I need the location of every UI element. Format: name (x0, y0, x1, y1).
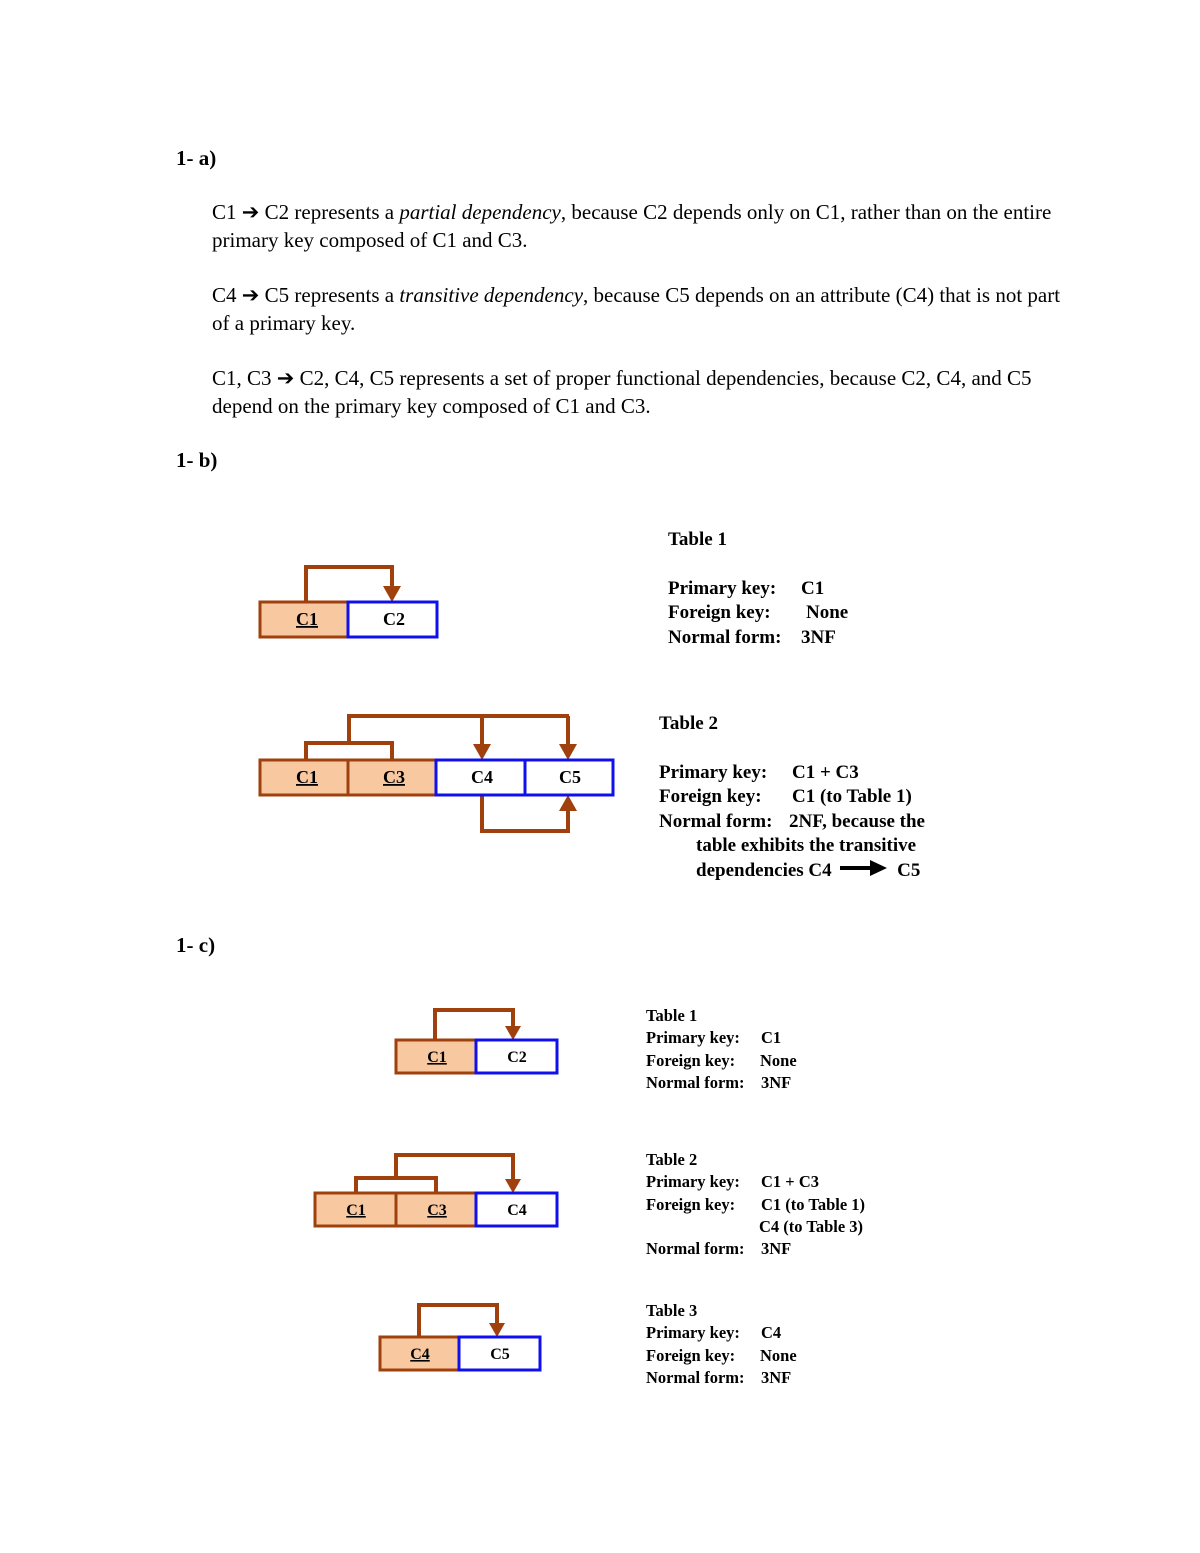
nf-value: 3NF (801, 626, 836, 648)
transitive-arrow (482, 796, 568, 831)
arrowhead-icon (505, 1179, 521, 1193)
nf-line-3-a: dependencies C4 (696, 859, 832, 881)
table-title: Table 2 (659, 713, 718, 734)
arrowhead-icon (473, 744, 491, 760)
q1c-heading: 1- c) (176, 933, 216, 957)
fk-value: C1 (to Table 1) (792, 786, 912, 807)
dep-rhs: C2, C4, C5 represents a set of proper functional dependencies, because C2, C4, and C5 depend on the primary key composed of C1 and C3. (212, 366, 1032, 418)
q1c-table3-info (646, 1300, 797, 1389)
nf-label: Normal form: (646, 1239, 745, 1259)
table-title: Table 1 (668, 529, 727, 550)
arrowhead-icon (559, 744, 577, 760)
fk-label: Foreign key: (646, 1194, 736, 1214)
box-label: C3 (427, 1202, 447, 1219)
pk-label: Primary key: (646, 1172, 740, 1192)
box-label: C4 (507, 1202, 527, 1219)
q1b-table2-info (659, 712, 925, 884)
nf-line-3-b: C5 (897, 859, 921, 881)
q1b-table2-diagram (260, 716, 613, 831)
q1a-heading: 1- a) (176, 146, 217, 170)
fk-label: Foreign key: (668, 602, 771, 623)
nf-value: 3NF (761, 1072, 792, 1092)
q1c-table3-diagram (380, 1305, 540, 1370)
nf-value: 3NF (761, 1239, 792, 1259)
dep-lhs: C4 (212, 283, 237, 307)
dependency-arrow (306, 567, 392, 602)
table-title: Table 2 (646, 1150, 698, 1169)
dependency-arrow (419, 1305, 497, 1337)
dep-term: partial dependency (399, 200, 561, 224)
fk-value: None (760, 1050, 797, 1070)
fk-value: None (806, 602, 849, 623)
box-label: C5 (490, 1346, 510, 1363)
fk-label: Foreign key: (646, 1050, 736, 1070)
table-title: Table 3 (646, 1301, 698, 1320)
box-label: C2 (507, 1049, 527, 1066)
arrow-right-icon: ➔ (241, 283, 260, 307)
dep-rhs: C2 represents a (264, 200, 395, 224)
q1b-table1-info (668, 528, 848, 650)
dep-rhs: C5 represents a (264, 283, 395, 307)
box-label: C3 (383, 767, 405, 787)
pk-label: Primary key: (668, 577, 777, 599)
box-label: C5 (559, 767, 581, 787)
fk-value: C1 (to Table 1) (761, 1194, 866, 1214)
pk-label: Primary key: (646, 1323, 740, 1343)
bold-arrow-right-icon (840, 859, 888, 885)
dep-lhs: C1 (212, 200, 237, 224)
arrowhead-icon (383, 586, 401, 602)
fk-label: Foreign key: (646, 1345, 736, 1365)
nf-value: 2NF, because the (789, 810, 925, 832)
table-title: Table 1 (646, 1006, 698, 1025)
dep-rest: , because C2 depends only on C1, rather than on the entire primary key composed of C1 and C3. (212, 200, 1052, 252)
arrow-right-icon: ➔ (241, 200, 260, 224)
nf-label: Normal form: (659, 810, 773, 832)
box-label: C2 (383, 609, 405, 629)
q1c-table2-diagram (315, 1155, 557, 1226)
fk-label: Foreign key: (659, 786, 762, 807)
arrow-right-icon: ➔ (276, 366, 295, 390)
fk-value: None (760, 1345, 797, 1365)
q1c-table1-info (646, 1005, 797, 1094)
dep-lhs: C1, C3 (212, 366, 272, 390)
pk-value: C1 (761, 1028, 782, 1048)
box-label: C1 (427, 1049, 447, 1066)
box-label: C4 (410, 1346, 430, 1363)
pk-value: C1 (801, 577, 825, 599)
arrowhead-icon (489, 1323, 505, 1337)
nf-label: Normal form: (646, 1367, 745, 1387)
pk-value: C4 (761, 1323, 782, 1343)
arrowhead-icon (559, 795, 577, 811)
key-bracket (306, 743, 392, 760)
dependency-arrow (435, 1010, 513, 1040)
dep-rest: , because C5 depends on an attribute (C4) that is not part of a primary key. (212, 283, 1061, 335)
box-label: C1 (346, 1202, 366, 1219)
fk-value-2: C4 (to Table 3) (759, 1216, 864, 1236)
pk-label: Primary key: (659, 761, 768, 783)
q1c-table2-info (646, 1149, 865, 1260)
q1b-table1-diagram (260, 567, 437, 637)
dep-term: transitive dependency (399, 283, 584, 307)
q1c-table1-diagram (396, 1010, 557, 1073)
box-label: C4 (471, 767, 493, 787)
nf-line-2: table exhibits the transitive (696, 835, 917, 856)
nf-label: Normal form: (668, 626, 782, 648)
nf-line-3 (659, 859, 925, 885)
arrowhead-icon (505, 1026, 521, 1040)
pk-value: C1 + C3 (792, 761, 859, 783)
nf-label: Normal form: (646, 1072, 745, 1092)
nf-value: 3NF (761, 1367, 792, 1387)
pk-value: C1 + C3 (761, 1172, 819, 1192)
q1b-heading: 1- b) (176, 448, 218, 472)
box-label: C1 (296, 609, 318, 629)
pk-label: Primary key: (646, 1028, 740, 1048)
box-label: C1 (296, 767, 318, 787)
key-bracket (356, 1178, 436, 1193)
